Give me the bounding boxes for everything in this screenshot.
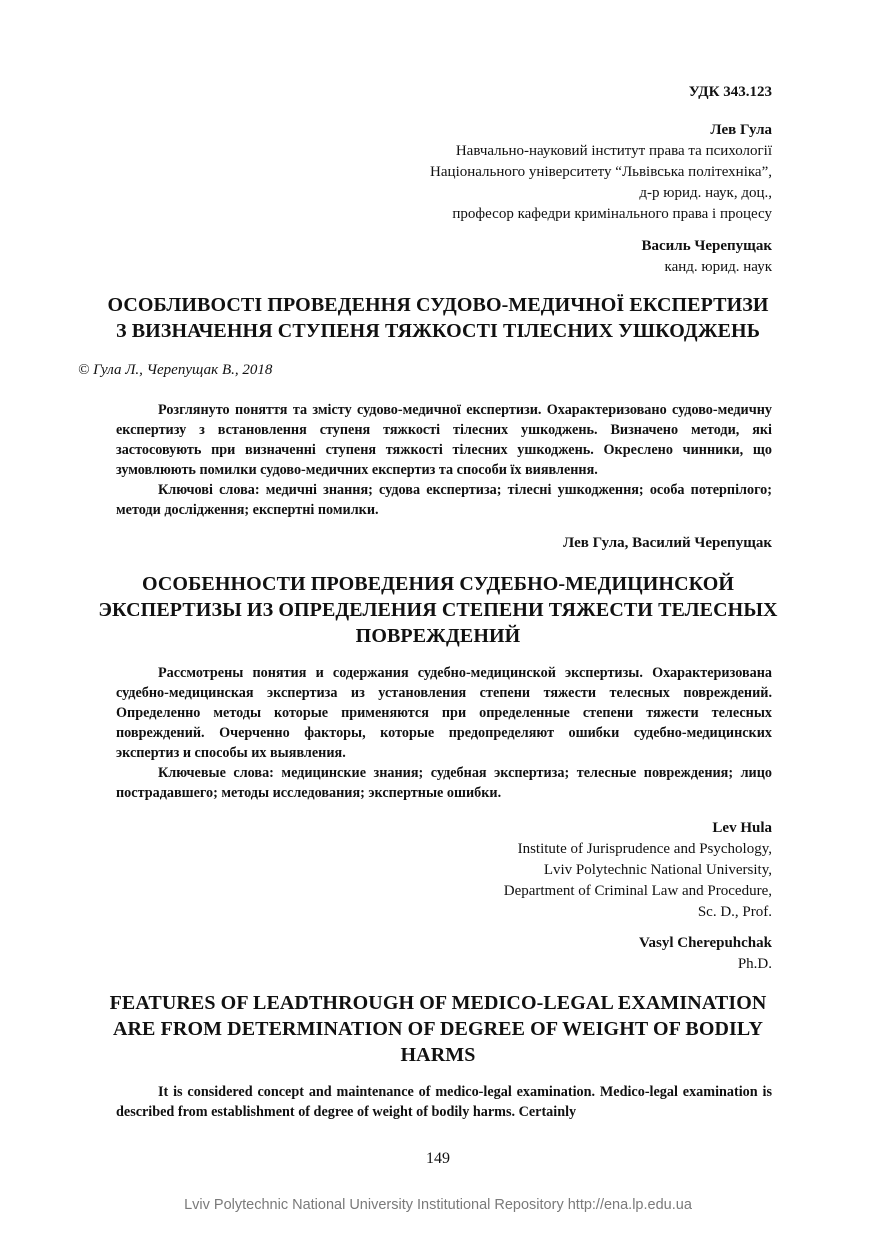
- uk-abstract-block: [116, 400, 772, 520]
- ru-abstract: Рассмотрены понятия и содержания судебно-медицинской экспертизы. Охарактеризована судебно-медицинская экспертиза из установления степени тяжести телесных повреждений. Определенно методы которые применяются при определенные степени тяжести телесных повреждений. Очерченно факторы, которые предопределяют ошибки судебно-медицинских экспертиз и способы их выявления.: [116, 665, 772, 761]
- uk-abstract: Розглянуто поняття та змісту судово-медичної експертизи. Охарактеризовано судово-медичну експертизу з встановлення ступеня тяжкості тілесних ушкоджень. Визначено методи, які застосовують при визначенні ступеня тяжкості тілесних ушкоджень. Окреслено чинники, що зумовлюють помилки судово-медичних експертиз та способи їх виявлення.: [116, 402, 772, 478]
- uk-author-1-affiliation-line: професор кафедри кримінального права і процесу: [452, 206, 772, 222]
- uk-article-title: [60, 292, 816, 344]
- udk-code: УДК 343.123: [688, 84, 772, 100]
- ru-title-line: ЭКСПЕРТИЗЫ ИЗ ОПРЕДЕЛЕНИЯ СТЕПЕНИ ТЯЖЕСТИ ТЕЛЕСНЫХ: [98, 599, 778, 621]
- copyright-notice: © Гула Л., Черепущак В., 2018: [78, 362, 273, 378]
- uk-author-1-affiliation-line: Навчально-науковий інститут права та психології: [455, 143, 772, 159]
- en-author-1-affiliation-line: Institute of Jurisprudence and Psychology,: [517, 841, 772, 857]
- en-article-title: [60, 990, 816, 1068]
- ru-authors: Лев Гула, Василий Черепущак: [563, 535, 772, 551]
- ru-title-line: ОСОБЕННОСТИ ПРОВЕДЕНИЯ СУДЕБНО-МЕДИЦИНСКОЙ: [141, 573, 735, 595]
- en-author-1: [504, 818, 772, 923]
- page-number: 149: [426, 1150, 450, 1167]
- en-title-line: HARMS: [400, 1044, 476, 1066]
- en-author-1-affiliation-line: Department of Criminal Law and Procedure,: [503, 883, 772, 899]
- uk-author-2-name: Василь Черепущак: [641, 238, 772, 254]
- en-author-2: [639, 933, 772, 975]
- en-title-line: FEATURES OF LEADTHROUGH OF MEDICO-LEGAL EXAMINATION: [109, 992, 767, 1014]
- ru-title-line: ПОВРЕЖДЕНИЙ: [355, 625, 521, 647]
- en-author-2-degree: Ph.D.: [737, 956, 772, 972]
- ru-article-title: [60, 571, 816, 649]
- en-title-line: ARE FROM DETERMINATION OF DEGREE OF WEIGHT OF BODILY: [112, 1018, 764, 1040]
- uk-author-1: [430, 120, 772, 225]
- en-author-1-affiliation-line: Lviv Polytechnic National University,: [543, 862, 772, 878]
- uk-author-1-affiliation-line: Національного університету “Львівська політехніка”,: [430, 164, 772, 180]
- uk-author-1-name: Лев Гула: [710, 122, 772, 138]
- uk-author-1-affiliation-line: д-р юрид. наук, доц.,: [639, 185, 772, 201]
- uk-keywords: Ключові слова: медичні знання; судова експертиза; тілесні ушкодження; особа потерпілого; методи дослідження; експертні помилки.: [116, 482, 772, 518]
- en-abstract-block: [116, 1082, 772, 1122]
- uk-author-2: [641, 236, 772, 278]
- ru-keywords: Ключевые слова: медицинские знания; судебная экспертиза; телесные повреждения; лицо пострадавшего; методы исследования; экспертные ошибки.: [116, 765, 772, 801]
- uk-author-2-degree: канд. юрид. наук: [664, 259, 772, 275]
- uk-title-line: ОСОБЛИВОСТІ ПРОВЕДЕННЯ СУДОВО-МЕДИЧНОЇ ЕКСПЕРТИЗИ: [107, 294, 769, 316]
- en-abstract: It is considered concept and maintenance of medico-legal examination. Medico-legal examination is described from establishment of degree of weight of bodily harms. Certainly: [116, 1084, 772, 1120]
- en-author-2-name: Vasyl Cherepuhchak: [639, 935, 772, 951]
- ru-abstract-block: [116, 663, 772, 803]
- en-author-1-name: Lev Hula: [712, 820, 772, 836]
- uk-title-line: З ВИЗНАЧЕННЯ СТУПЕНЯ ТЯЖКОСТІ ТІЛЕСНИХ УШКОДЖЕНЬ: [115, 320, 761, 342]
- en-author-1-affiliation-line: Sc. D., Prof.: [697, 904, 772, 920]
- repository-footer: Lviv Polytechnic National University Institutional Repository http://ena.lp.edu.ua: [184, 1197, 692, 1213]
